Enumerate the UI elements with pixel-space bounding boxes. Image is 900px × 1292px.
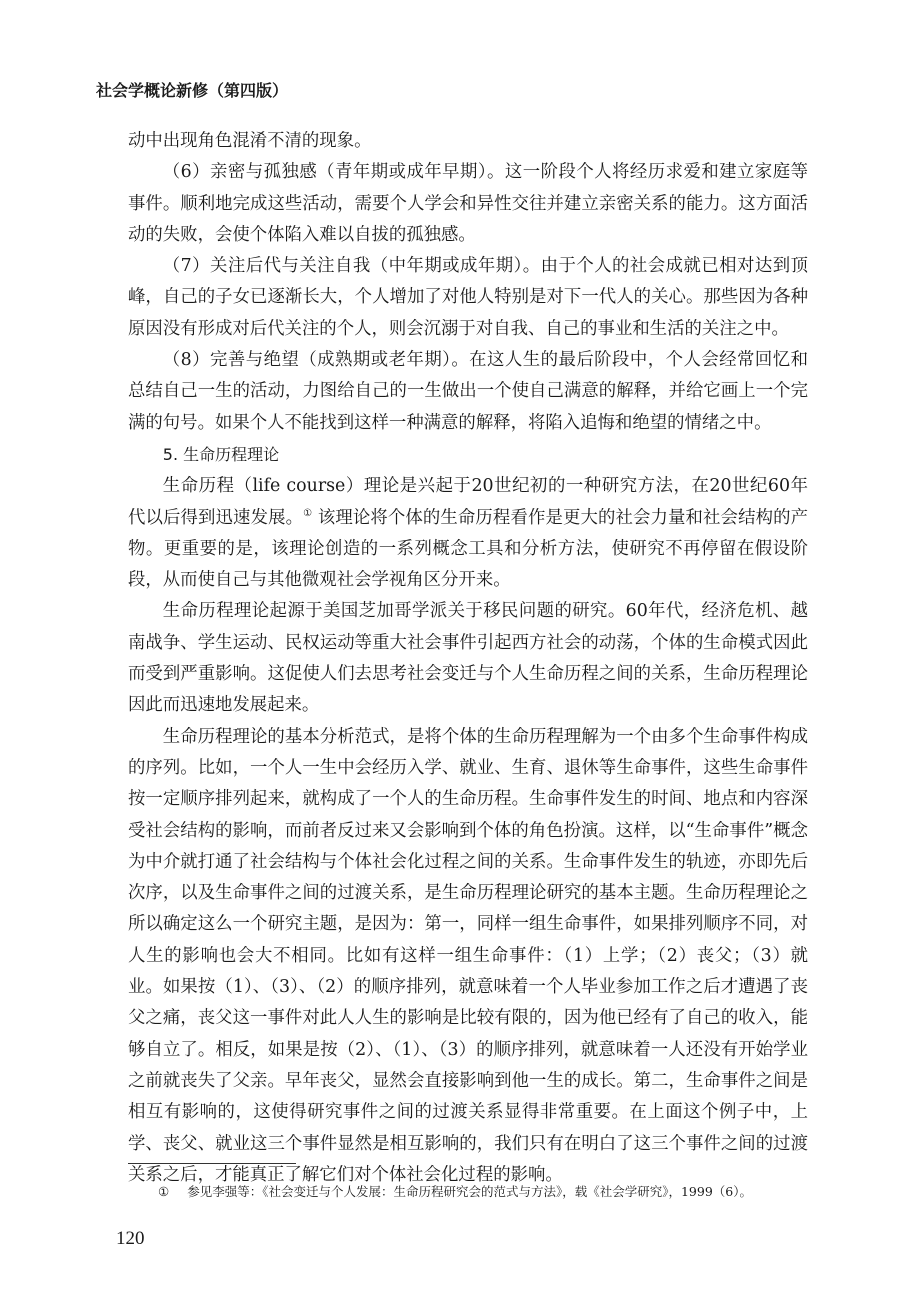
main-body <box>128 126 808 1191</box>
footnote-divider <box>128 1163 296 1164</box>
paragraph-7: 生命历程理论的基本分析范式，是将个体的生命历程理解为一个由多个生命事件构成的序列。比如，一个人一生中会经历入学、就业、生育、退休等生命事件，这些生命事件按一定顺序排列起来，就构成了一个人的生命历程。生命事件发生的时间、地点和内容深受社会结构的影响，而前者反过来又会影响到个体的角色扮演。这样，以“生命事件”概念为中介就打通了社会结构与个体社会化过程之间的关系。生命事件发生的轨迹，亦即先后次序，以及生命事件之间的过渡关系，是生命历程理论研究的基本主题。生命历程理论之所以确定这么一个研究主题，是因为：第一，同样一组生命事件，如果排列顺序不同，对人生的影响也会大不相同。比如有这样一组生命事件：（1）上学；（2）丧父；（3）就业。如果按（1）、（3）、（2）的顺序排列，就意味着一个人毕业参加工作之后才遭遇了丧父之痛，丧父这一事件对此人人生的影响是比较有限的，因为他已经有了自己的收入，能够自立了。相反，如果是按（2）、（1）、（3）的顺序排列，就意味着一人还没有开始学业之前就丧失了父亲。早年丧父，显然会直接影响到他一生的成长。第二，生命事件之间是相互有影响的，这使得研究事件之间的过渡关系显得非常重要。在上面这个例子中，上学、丧父、就业这三个事件显然是相互影响的，我们只有在明白了这三个事件之间的过渡关系之后，才能真正了解它们对个体社会化过程的影响。 <box>128 726 808 1185</box>
footnote-mark: ① <box>158 1184 170 1199</box>
footnote <box>158 1183 808 1201</box>
paragraph-5-part-b: 该理论将个体的生命历程看作是更大的社会力量和社会结构的产物。更重要的是，该理论创造的一系列概念工具和分析方法，使研究不再停留在假设阶段，从而使自己与其他微观社会学视角区分开来。 <box>128 507 808 591</box>
paragraph-5 <box>128 471 808 596</box>
section-title: 5. 生命历程理论 <box>162 444 280 464</box>
page-number: 120 <box>116 1228 145 1249</box>
paragraph-4: （8）完善与绝望（成熟期或老年期）。在这人生的最后阶段中，个人会经常回忆和总结自己一生的活动，力图给自己的一生做出一个使自己满意的解释，并给它画上一个完满的句号。如果个人不能找到这样一种满意的解释，将陷入追悔和绝望的情绪之中。 <box>128 350 808 433</box>
footnote-reference: ① <box>303 507 313 519</box>
running-header: 社会学概论新修（第四版） <box>96 81 289 100</box>
footnote-text: 参见李强等：《社会变迁与个人发展：生命历程研究会的范式与方法》，载《社会学研究》，1999（6）。 <box>187 1184 752 1199</box>
paragraph-5-part-a: 生命历程（life course）理论是兴起于20世纪初的一种研究方法，在20世纪60年代以后得到迅速发展。 <box>128 476 808 528</box>
paragraph-6: 生命历程理论起源于美国芝加哥学派关于移民问题的研究。60年代，经济危机、越南战争、学生运动、民权运动等重大社会事件引起西方社会的动荡，个体的生命模式因此而受到严重影响。这促使人们去思考社会变迁与个人生命历程之间的关系，生命历程理论因此而迅速地发展起来。 <box>128 601 808 716</box>
paragraph-3: （7）关注后代与关注自我（中年期或成年期）。由于个人的社会成就已相对达到顶峰，自己的子女已逐渐长大，个人增加了对他人特别是对下一代人的关心。那些因为各种原因没有形成对后代关注的个人，则会沉溺于对自我、自己的事业和生活的关注之中。 <box>128 256 808 339</box>
paragraph-1: 动中出现角色混淆不清的现象。 <box>128 131 372 151</box>
paragraph-2: （6）亲密与孤独感（青年期或成年早期）。这一阶段个人将经历求爱和建立家庭等事件。顺利地完成这些活动，需要个人学会和异性交往并建立亲密关系的能力。这方面活动的失败，会使个体陷入难以自拔的孤独感。 <box>128 162 808 245</box>
section-heading <box>128 439 808 471</box>
